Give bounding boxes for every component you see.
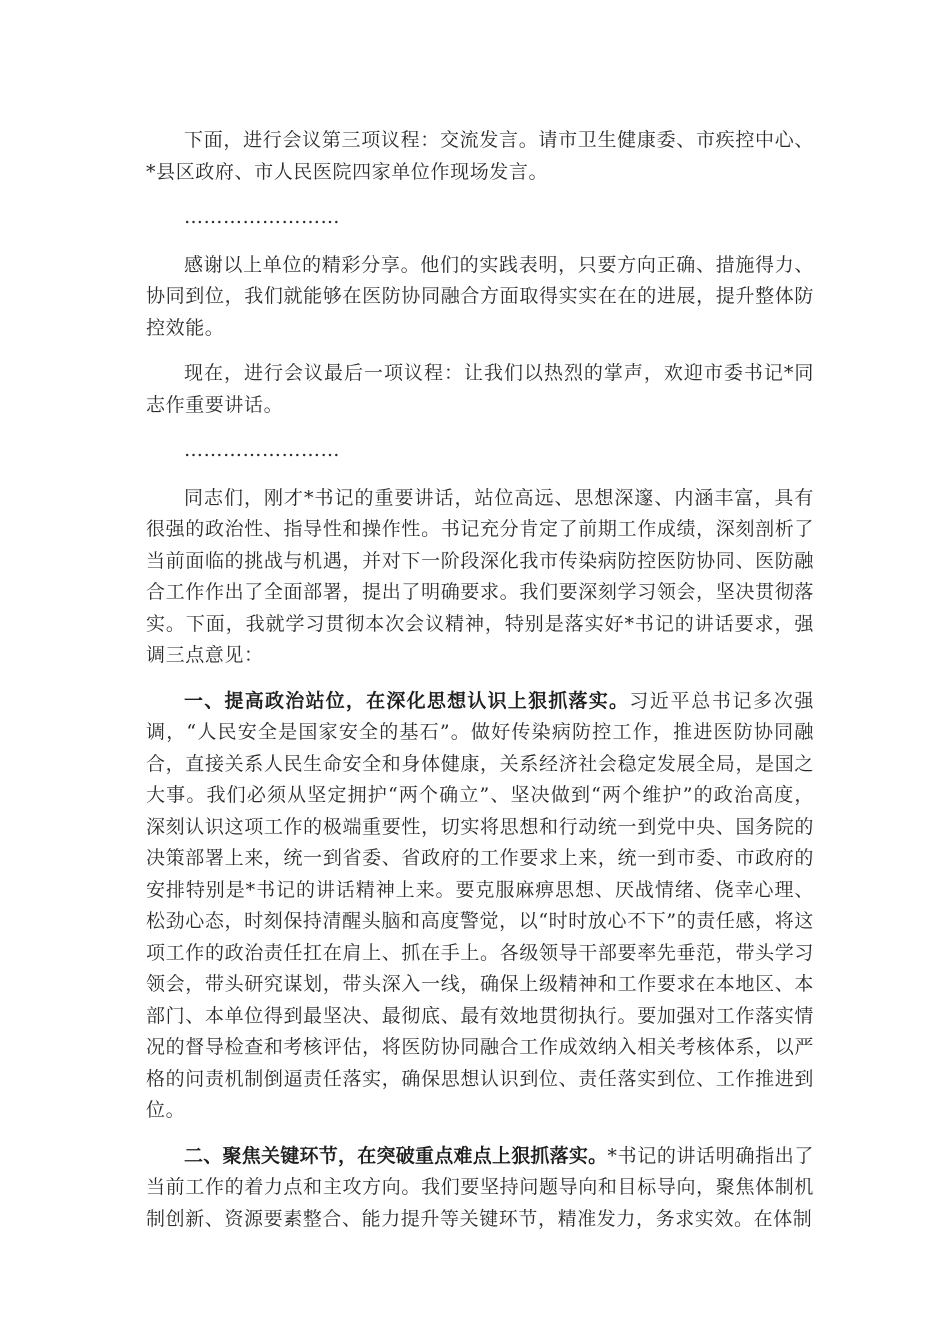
ellipsis-separator: …………………… (184, 206, 340, 228)
paragraph-agenda-item-three: 下面，进行会议第三项议程：交流发言。请市卫生健康委、市疾控中心、*县区政府、市人民医院四家单位作现场发言。 (146, 129, 814, 183)
point-one-body: 习近平总书记多次强调，“人民安全是国家安全的基石”。做好传染病防控工作，推进医防协同融合，直接关系人民生命安全和身体健康，关系经济社会稳定发展全局，是国之大事。我们必须从坚定拥护“两个确立”、坚决做到“两个维护”的政治高度，深刻认识这项工作的极端重要性，切实将思想和行动统一到党中央、国务院的决策部署上来，统一到省委、省政府的工作要求上来，统一到市委、市政府的安排特别是*书记的讲话精神上来。要克服麻痹思想、厌战情绪、侥幸心理、松劲心态，时刻保持清醒头脑和高度警觉，以“时时放心不下”的责任感，将这项工作的政治责任扛在肩上、抓在手上。各级领导干部要率先垂范，带头学习领会，带头研究谋划，带头深入一线，确保上级精神和工作要求在本地区、本部门、本单位得到最坚决、最彻底、最有效地贯彻执行。要加强对工作落实情况的督导检查和考核评估，将医防协同融合工作成效纳入相关考核体系，以严格的问责机制倒逼责任落实，确保思想认识到位、责任落实到位、工作推进到位。 (146, 689, 814, 1121)
point-two-body: *书记的讲话明确指出了当前工作的着力点和主攻方向。我们要坚持问题导向和目标导向，聚焦体制机制创新、资源要素整合、能力提升等关键环节，精准发力，务求实效。在体制 (146, 1144, 814, 1230)
point-one-heading: 一、提高政治站位，在深化思想认识上狠抓落实。 (184, 689, 630, 712)
paragraph-thanks: 感谢以上单位的精彩分享。他们的实践表明，只要方向正确、措施得力、协同到位，我们就能够在医防协同融合方面取得实实在在的进展，提升整体防控效能。 (146, 253, 814, 339)
point-two-heading: 二、聚焦关键环节，在突破重点难点上狠抓落实。 (184, 1144, 608, 1167)
ellipsis-separator: …………………… (184, 439, 340, 461)
paragraph-final-agenda: 现在，进行会议最后一项议程：让我们以热烈的掌声，欢迎市委书记*同志作重要讲话。 (146, 362, 814, 416)
paragraph-summary: 同志们，刚才*书记的重要讲话，站位高远、思想深邃、内涵丰富，具有很强的政治性、指导性和操作性。书记充分肯定了前期工作成绩，深刻剖析了当前面临的挑战与机遇，并对下一阶段深化我市传染病防控医防协同、医防融合工作作出了全面部署，提出了明确要求。我们要深刻学习领会，坚决贯彻落实。下面，我就学习贯彻本次会议精神，特别是落实好*书记的讲话要求，强调三点意见： (146, 486, 814, 666)
paragraph-point-one (146, 686, 814, 1127)
paragraph-point-two (146, 1141, 814, 1236)
document-body (146, 125, 814, 1249)
